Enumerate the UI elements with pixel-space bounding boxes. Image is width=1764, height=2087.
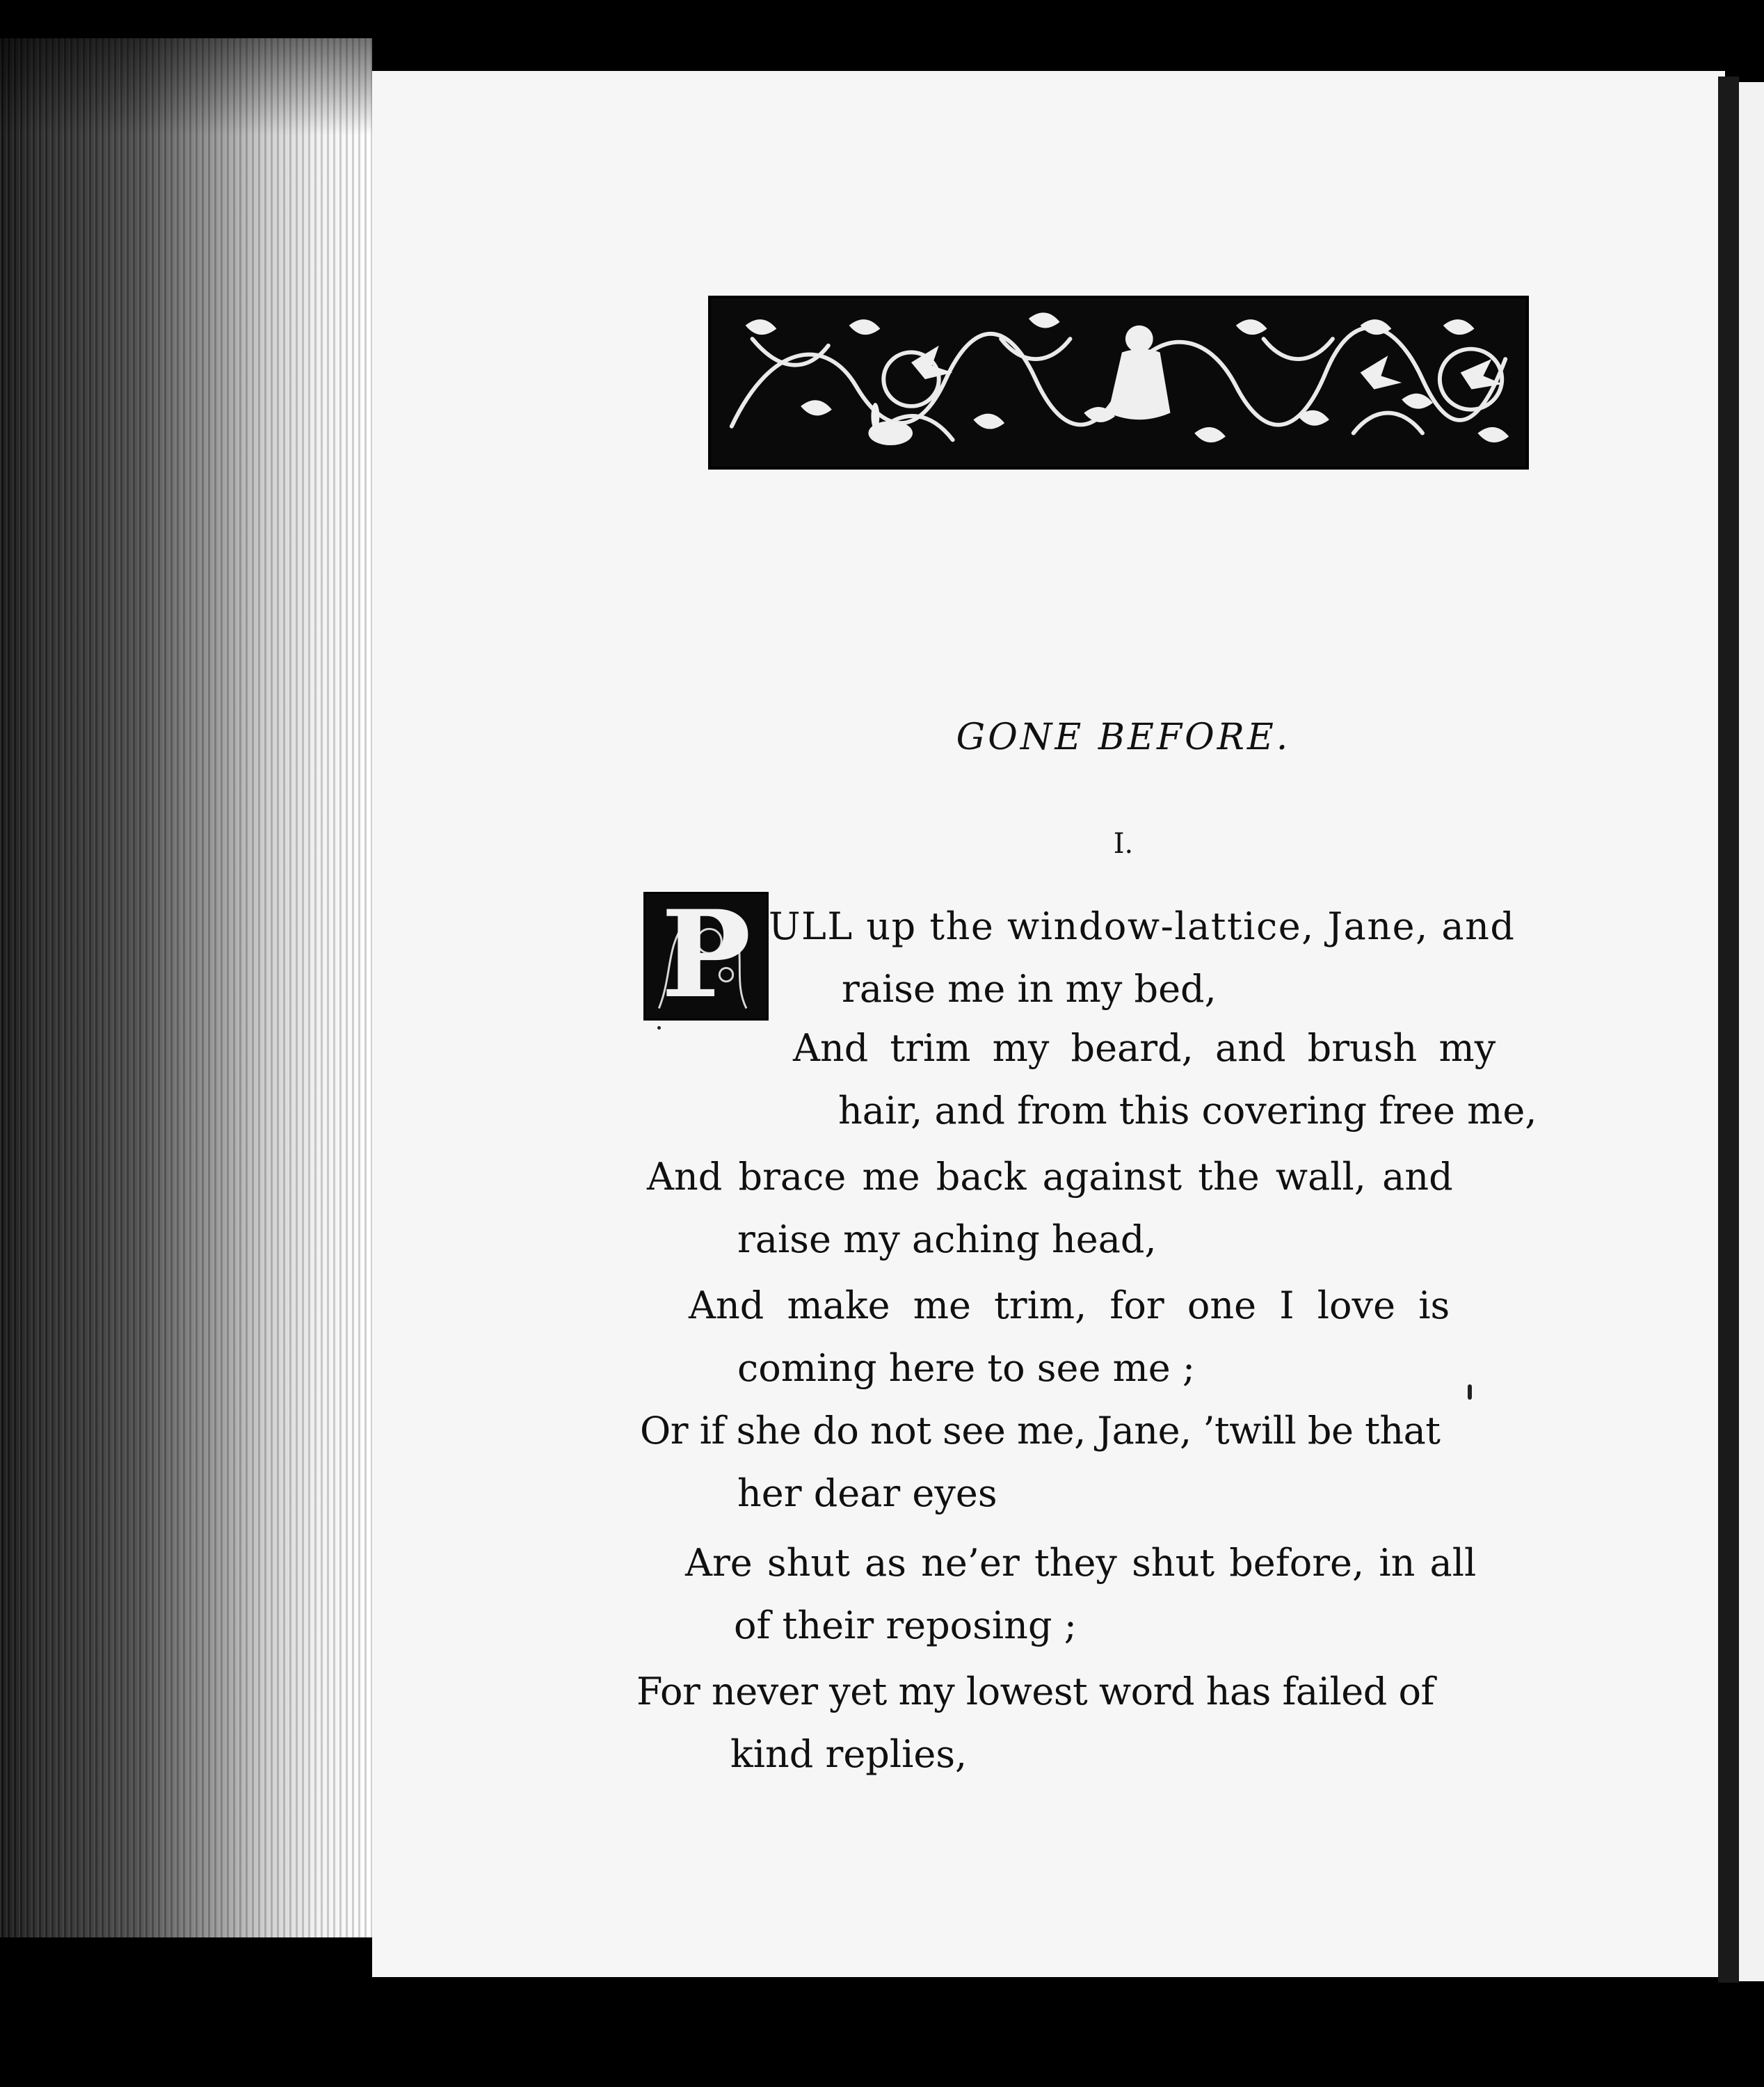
verse-line: raise my aching head, <box>737 1217 1157 1261</box>
drop-cap-letter: P <box>661 883 751 1025</box>
verse-line: ULL up the window-lattice, Jane, and <box>769 904 1516 948</box>
verse-line: And brace me back against the wall, and <box>647 1155 1453 1199</box>
verse-line: raise me in my bed, <box>842 967 1217 1011</box>
scan-speck <box>657 1026 661 1030</box>
verse-line: Are shut as ne’er they shut before, in all <box>685 1541 1477 1585</box>
section-number: I. <box>1113 828 1134 860</box>
page-gutter-shadow <box>1718 77 1739 1983</box>
poem-title: GONE BEFORE. <box>956 717 1291 758</box>
verse-line: And trim my beard, and brush my <box>793 1026 1496 1070</box>
verse-line: of their reposing ; <box>734 1604 1077 1647</box>
verse-line: hair, and from this covering free me, <box>838 1089 1537 1133</box>
verse-line: For never yet my lowest word has failed of <box>636 1670 1434 1713</box>
verse-line: coming here to see me ; <box>737 1346 1196 1390</box>
verse-line: Or if she do not see me, Jane, ’twill be that <box>640 1409 1441 1453</box>
verse-line: kind replies, <box>730 1732 968 1776</box>
ornamental-headpiece <box>708 296 1529 470</box>
adjacent-page-edge <box>1739 82 1764 1981</box>
verse-line: And make me trim, for one I love is <box>689 1284 1450 1327</box>
scan-speck <box>1468 1384 1472 1400</box>
verse-line: her dear eyes <box>737 1471 997 1515</box>
illuminated-drop-cap <box>643 883 769 1025</box>
book-page-edges <box>0 38 372 1937</box>
foliage-ornament-icon <box>711 298 1526 467</box>
